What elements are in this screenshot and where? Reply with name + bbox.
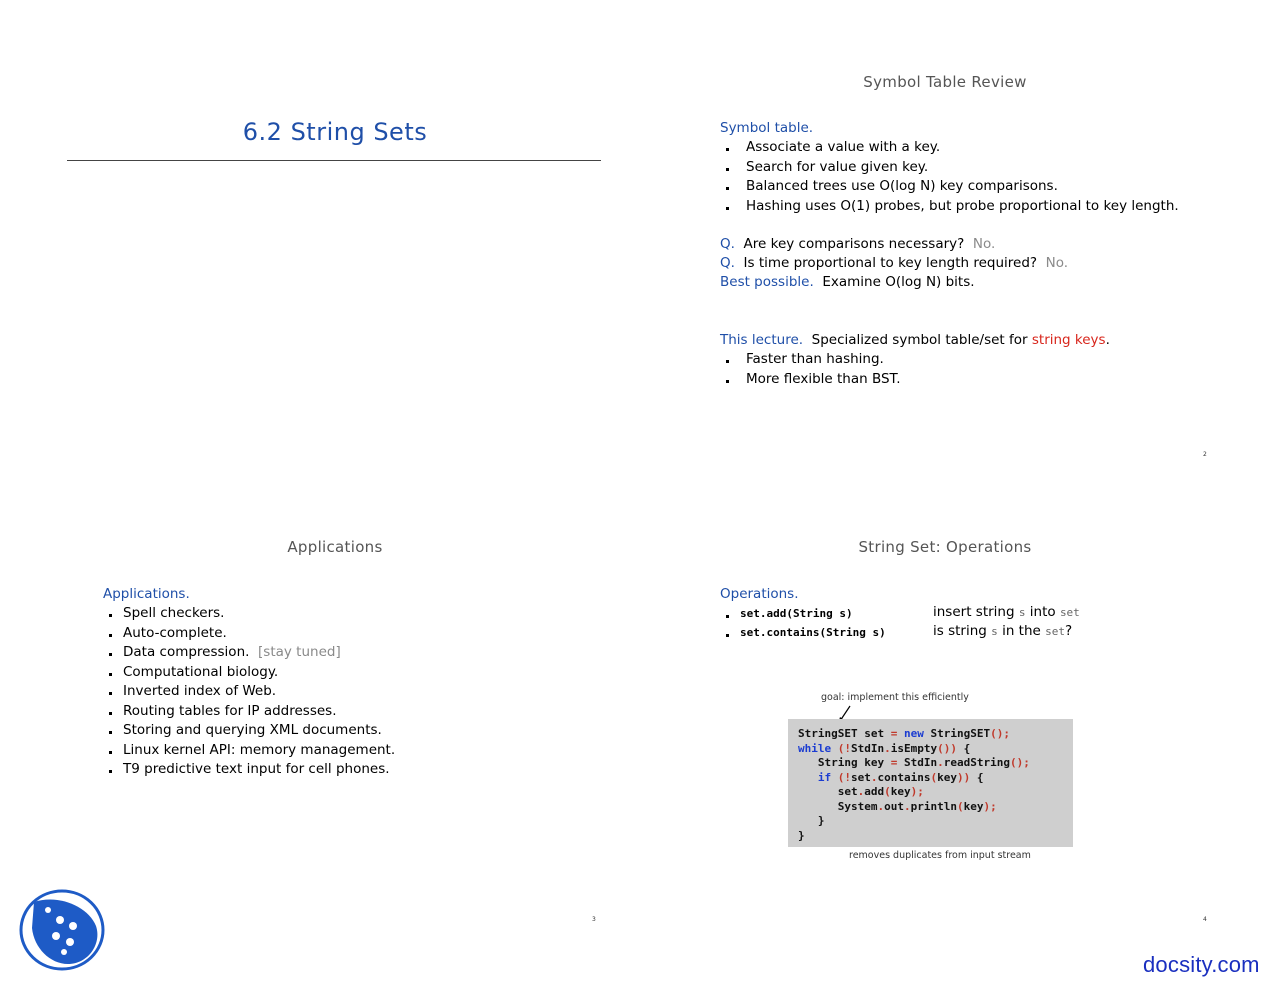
operations-heading: Operations. <box>720 586 799 602</box>
applications-list <box>103 604 395 780</box>
question-1: Q. Are key comparisons necessary? No. <box>720 236 996 252</box>
bullet-icon <box>109 770 112 773</box>
this-lecture: This lecture. Specialized symbol table/set for string keys. <box>720 332 1110 348</box>
bullet-icon <box>109 614 112 617</box>
symbol-table-heading: Symbol table. <box>720 120 814 136</box>
lecture-bullets <box>720 350 901 389</box>
operation-contains <box>720 623 1240 643</box>
slide-1 <box>0 0 640 495</box>
best-possible: Best possible. Examine O(log N) bits. <box>720 274 975 290</box>
bullet-icon <box>109 653 112 656</box>
op-contains-code: set.contains(String s) <box>740 626 886 639</box>
slide-2 <box>640 0 1280 495</box>
slide-2-title: Symbol Table Review <box>863 73 1027 91</box>
question-2: Q. Is time proportional to key length required? No. <box>720 255 1069 271</box>
docsity-logo-icon[interactable] <box>18 888 106 972</box>
slide-4-title: String Set: Operations <box>858 538 1032 556</box>
code-line-6: System.out.println(key); <box>798 799 997 813</box>
bullet-icon <box>109 673 112 676</box>
bullet-icon <box>109 731 112 734</box>
applications-heading: Applications. <box>103 586 190 602</box>
code-line-1: StringSET set = new StringSET(); <box>798 727 1010 740</box>
list-item: Search for value given key. <box>720 158 1179 178</box>
code-line-4: if (!set.contains(key)) { <box>817 770 984 784</box>
page-number: 2 <box>1203 451 1207 458</box>
bullet-icon <box>109 634 112 637</box>
bullet-icon <box>109 692 112 695</box>
list-item: Faster than hashing. <box>720 350 901 370</box>
code-line-8: } <box>798 828 805 842</box>
list-item: Data compression. [stay tuned] <box>103 643 395 663</box>
list-item: Balanced trees use O(log N) key comparisons. <box>720 177 1179 197</box>
docsity-brand-link[interactable]: docsity.com <box>1143 952 1260 977</box>
bullet-icon <box>726 168 729 171</box>
op-add-code: set.add(String s) <box>740 607 853 620</box>
list-item: Routing tables for IP addresses. <box>103 702 395 722</box>
page-number: 3 <box>592 916 596 923</box>
list-item: Linux kernel API: memory management. <box>103 741 395 761</box>
list-item: Inverted index of Web. <box>103 682 395 702</box>
slide-1-title: 6.2 String Sets <box>242 118 428 146</box>
bullet-icon <box>109 712 112 715</box>
list-item: Computational biology. <box>103 663 395 683</box>
slide-3-title: Applications <box>287 538 383 556</box>
list-item: Hashing uses O(1) probes, but probe proportional to key length. <box>720 197 1179 217</box>
code-line-2: while (!StdIn.isEmpty()) { <box>798 741 971 755</box>
op-contains-desc: is string s in the set? <box>933 623 1073 639</box>
bullet-icon <box>726 615 729 618</box>
bullet-icon <box>726 360 729 363</box>
bullet-icon <box>726 148 729 151</box>
list-item: T9 predictive text input for cell phones. <box>103 760 395 780</box>
slide-3 <box>0 495 640 989</box>
bullet-icon <box>726 187 729 190</box>
page-number: 4 <box>1203 916 1207 923</box>
bullet-icon <box>726 207 729 210</box>
list-item: Spell checkers. <box>103 604 395 624</box>
code-line-5: set.add(key); <box>798 785 924 798</box>
code-line-7: } <box>798 814 825 827</box>
code-caption: removes duplicates from input stream <box>849 850 1031 861</box>
list-item: Auto-complete. <box>103 624 395 644</box>
code-snippet <box>788 719 1073 847</box>
title-rule <box>67 160 601 161</box>
slide-4 <box>640 495 1280 989</box>
list-item: More flexible than BST. <box>720 370 901 390</box>
bullet-icon <box>726 634 729 637</box>
goal-note: goal: implement this efficiently <box>821 692 969 703</box>
list-item: Associate a value with a key. <box>720 138 1179 158</box>
code-line-3: String key = StdIn.readString(); <box>798 756 1030 769</box>
op-add-desc: insert string s into set <box>933 604 1080 620</box>
symbol-table-bullets <box>720 138 1179 216</box>
operation-add <box>720 604 1240 624</box>
bullet-icon <box>109 751 112 754</box>
list-item: Storing and querying XML documents. <box>103 721 395 741</box>
bullet-icon <box>726 380 729 383</box>
